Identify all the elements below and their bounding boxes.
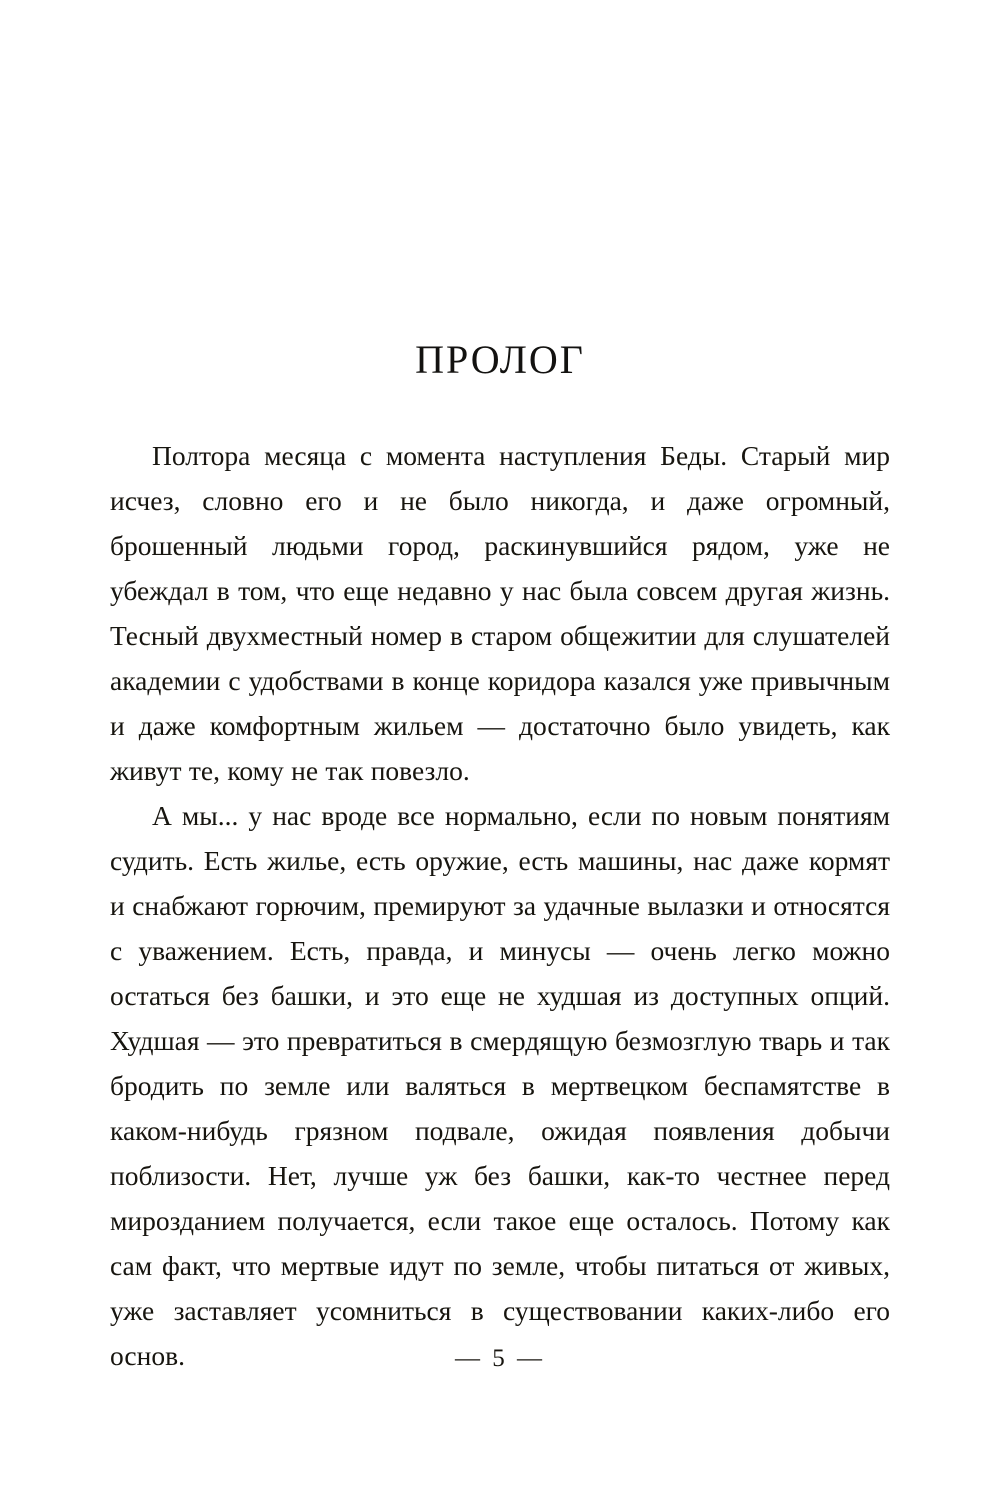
body-text: [110, 433, 890, 1378]
page-content: [110, 0, 890, 1378]
paragraph: А мы... у нас вроде все нормально, если по новым понятиям судить. Есть жилье, есть оружие, есть машины, нас даже кормят и снабжают горючим, премируют за удачные вылазки и относятся с уважением. Есть, правда, и минусы — очень легко можно остаться без башки, и это еще не худшая из доступных опций. Худшая — это превратиться в смердящую безмозглую тварь и так бродить по земле или валяться в мертвецком беспамятстве в каком-нибудь грязном подвале, ожидая появления добычи поблизости. Нет, лучше уж без башки, как-то честнее перед мирозданием получается, если такое еще осталось. Потому как сам факт, что мертвые идут по земле, чтобы питаться от живых, уже заставляет усомниться в существовании каких-либо его основ.: [110, 800, 890, 1371]
paragraph: Полтора месяца с момента наступления Беды. Старый мир исчез, словно его и не было никогда, и даже огромный, брошенный людьми город, раскинувшийся рядом, уже не убеждал в том, что еще недавно у нас была совсем другая жизнь. Тесный двухместный номер в старом общежитии для слушателей академии с удобствами в конце коридора казался уже привычным и даже комфортным жильем — достаточно было увидеть, как живут те, кому не так повезло.: [110, 440, 890, 786]
page-title: ПРОЛОГ: [415, 337, 585, 382]
page-number: — 5 —: [455, 1345, 545, 1372]
